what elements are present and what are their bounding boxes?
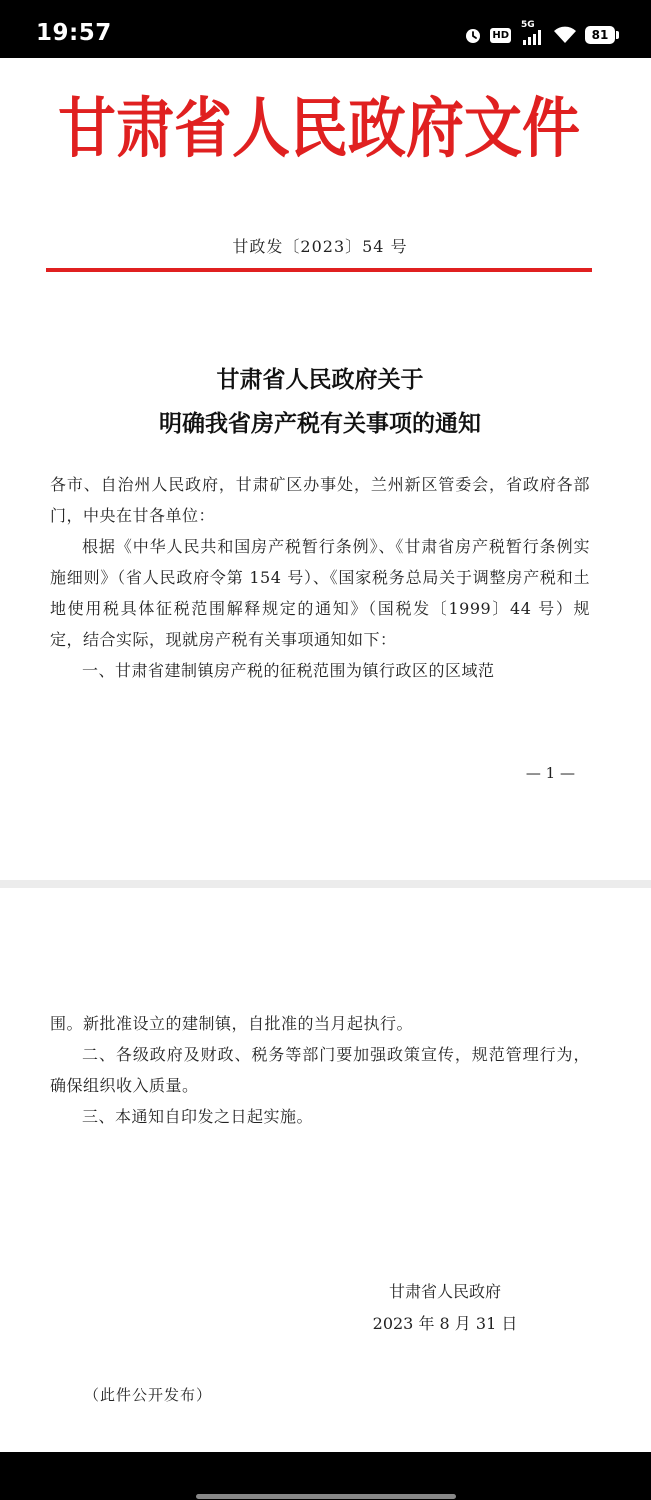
- notice-title-line-1: 甘肃省人民政府关于: [216, 366, 424, 393]
- item-1-paragraph-end: 围。新批准设立的建制镇，自批准的当月起执行。: [50, 1014, 414, 1033]
- page-separator: [0, 880, 651, 888]
- status-bar: [0, 0, 651, 60]
- navigation-bar: [0, 1452, 651, 1500]
- status-time: 19:57: [36, 20, 112, 46]
- notice-title: [0, 358, 640, 446]
- home-gesture-handle[interactable]: [196, 1494, 456, 1499]
- document-page-2: [0, 888, 651, 1452]
- basis-paragraph: 根据《中华人民共和国房产税暂行条例》、《甘肃省房产税暂行条例实施细则》（省人民政府令第 154 号）、《国家税务总局关于调整房产税和土地使用税具体征税范围解释规定的通知》（国税发〔1999〕44 号）规定，结合实际，现就房产税有关事项通知如下：: [50, 537, 590, 649]
- page-number: — 1 —: [525, 764, 575, 782]
- document-number: 甘政发〔2023〕54 号: [232, 237, 408, 256]
- public-release-note: （此件公开发布）: [84, 1386, 213, 1404]
- document-body-page-2: [50, 1008, 590, 1132]
- battery-level: 81: [591, 28, 609, 42]
- document-body-page-1: [50, 469, 590, 686]
- document-header-title: 甘肃省人民政府文件: [57, 89, 580, 167]
- alarm-icon: [464, 26, 482, 44]
- item-1-paragraph-start: 一、甘肃省建制镇房产税的征税范围为镇行政区的区域范: [82, 661, 495, 680]
- battery-icon: [585, 26, 615, 44]
- addressees-paragraph: 各市、自治州人民政府，甘肃矿区办事处，兰州新区管委会，省政府各部门，中央在甘各单位：: [50, 475, 590, 525]
- document-page-1: [0, 58, 651, 880]
- status-icons: [464, 22, 615, 48]
- signal-icon: [519, 20, 545, 46]
- wifi-icon: [553, 25, 577, 45]
- network-label: 5G: [521, 20, 535, 30]
- signature-organization: 甘肃省人民政府: [388, 1282, 501, 1301]
- signature-date: 2023 年 8 月 31 日: [372, 1314, 518, 1333]
- item-3-paragraph: 三、本通知自印发之日起实施。: [82, 1107, 314, 1126]
- hd-icon: HD: [492, 29, 509, 41]
- red-divider: [46, 268, 592, 272]
- notice-title-line-2: 明确我省房产税有关事项的通知: [159, 410, 481, 437]
- item-2-paragraph: 二、各级政府及财政、税务等部门要加强政策宣传，规范管理行为，确保组织收入质量。: [50, 1045, 590, 1095]
